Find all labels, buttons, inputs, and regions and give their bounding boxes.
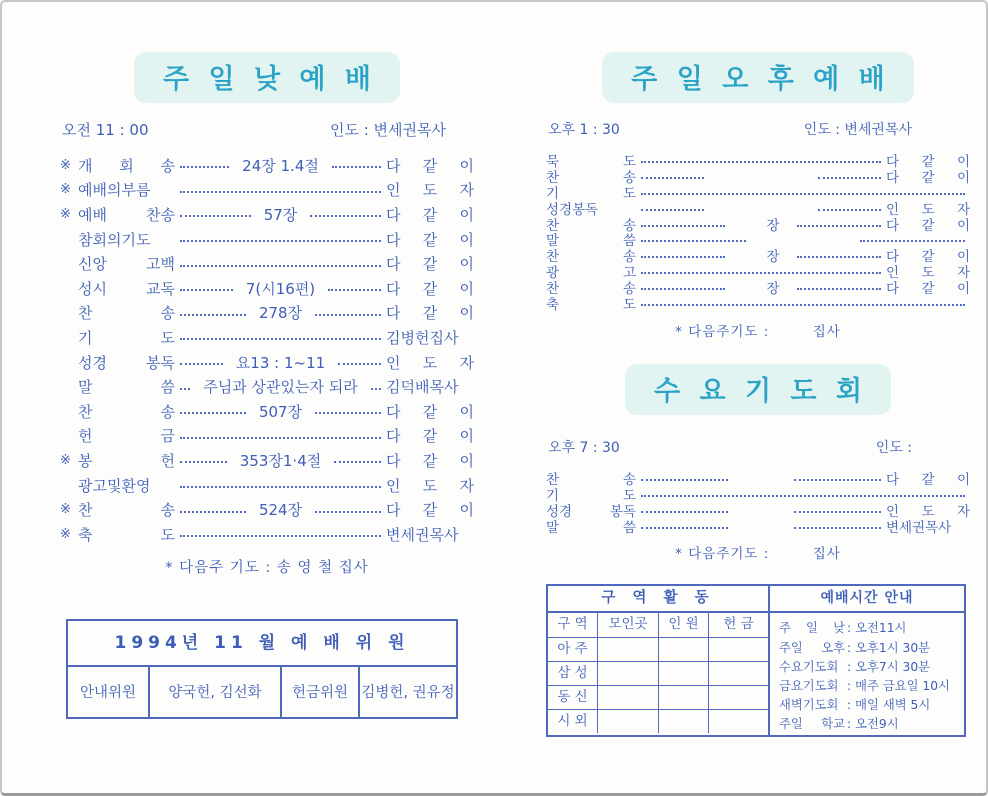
service-times-panel	[770, 586, 964, 734]
group-row-label: 동 신	[548, 686, 598, 710]
dotted-leader	[860, 240, 965, 242]
dotted-leader	[334, 461, 381, 463]
dotted-leader	[641, 256, 725, 258]
group-empty-cell	[709, 662, 768, 686]
group-empty-cell	[659, 662, 709, 686]
wednesday-time: 오후 7 : 30	[548, 439, 620, 456]
service-item-detail: 507장	[258, 402, 303, 421]
wednesday-next-week-prayer: * 다음주기도 : 집사	[675, 546, 841, 563]
service-item-label: 축 도	[546, 296, 636, 313]
service-item-label: 말 씀	[546, 519, 636, 536]
wednesday-order-list	[546, 470, 970, 534]
service-item-label: 찬 송	[546, 249, 636, 266]
afternoon-next-week-prayer: * 다음주기도 : 집사	[675, 323, 841, 340]
service-item-assignee: 김덕배목사	[386, 378, 459, 397]
service-item-assignee: 다 같 이	[386, 402, 474, 421]
required-stand-mark: ※	[60, 206, 71, 222]
schedule-service-time: 오전11시	[855, 621, 907, 636]
dotted-leader	[641, 495, 965, 497]
afternoon-title-wrap	[546, 52, 970, 103]
service-item-label: 예배 찬송	[78, 205, 175, 224]
service-order-row	[60, 202, 474, 227]
offering-role-cell: 헌금위원	[280, 667, 358, 717]
schedule-service-name: 금요기도회	[779, 679, 839, 694]
afternoon-time: 오후 1 : 30	[548, 122, 620, 138]
wednesday-meeting-title: 수 요 기 도 회	[625, 364, 891, 415]
schedule-colon: :	[847, 717, 852, 732]
service-item-label: 묵 도	[546, 153, 636, 170]
afternoon-order-list	[546, 152, 970, 311]
morning-title-wrap	[60, 52, 474, 103]
service-item-label: 기 도	[546, 487, 636, 504]
usher-role-cell: 안내위원	[79, 685, 137, 701]
morning-time: 오전 11 : 00	[62, 121, 149, 139]
service-item-detail: 주님과 상관있는자 되라	[203, 378, 358, 397]
service-item-assignee: 변세권목사	[386, 525, 459, 544]
committee-table	[66, 619, 458, 719]
dotted-leader	[315, 412, 381, 414]
right-page-column	[546, 52, 970, 737]
group-row-label: 시 외	[548, 710, 598, 733]
group-col-header: 구 역	[548, 613, 598, 637]
service-item-detail: 장	[766, 249, 780, 266]
dotted-leader	[641, 209, 704, 211]
dotted-leader	[180, 461, 227, 463]
dotted-leader	[641, 479, 728, 481]
service-times-title: 예배시간 안내	[770, 586, 964, 613]
group-row-label: 삼 성	[548, 662, 598, 686]
schedule-line	[779, 696, 960, 715]
dotted-leader	[371, 388, 381, 390]
service-item-detail: 7(시16편)	[245, 279, 316, 298]
dotted-leader	[641, 161, 881, 163]
schedule-colon: :	[847, 621, 852, 636]
schedule-service-time: 매주 금요일 10시	[855, 679, 950, 694]
service-item-label: 찬 송	[78, 304, 175, 323]
service-item-label: 광고및환영	[78, 476, 151, 495]
group-empty-cell	[598, 686, 659, 710]
service-item-detail	[733, 502, 789, 518]
service-item-label: 찬 송	[546, 217, 636, 234]
schedule-colon: :	[847, 659, 852, 674]
group-empty-cell	[598, 638, 659, 662]
service-item-label: 말 씀	[78, 378, 175, 397]
service-item-assignee: 다 같 이	[886, 169, 970, 186]
dotted-leader	[818, 177, 881, 179]
schedule-service-time: 오후1시 30분	[855, 640, 931, 655]
schedule-colon: :	[847, 679, 852, 694]
service-item-label: 참회의기도	[78, 230, 151, 249]
dotted-leader	[180, 363, 223, 365]
service-item-assignee: 다 같 이	[386, 205, 475, 224]
dotted-leader	[797, 225, 881, 227]
service-order-row	[60, 350, 474, 375]
service-item-detail	[709, 168, 813, 184]
service-item-detail: 24장 1.4절	[242, 156, 319, 175]
afternoon-leader: 인도 : 변세권목사	[803, 122, 912, 138]
schedule-service-name: 주일 학교	[779, 717, 845, 732]
afternoon-service-title: 주 일 오 후 예 배	[602, 52, 914, 103]
schedule-service-time: 오전9시	[855, 717, 899, 732]
dotted-leader	[180, 511, 246, 513]
service-order-row	[546, 295, 970, 311]
dotted-leader	[641, 177, 704, 179]
dotted-leader	[794, 479, 881, 481]
schedule-line	[779, 658, 960, 677]
service-order-row	[60, 374, 474, 399]
service-item-label: 찬 송	[78, 501, 175, 520]
dotted-leader	[338, 363, 381, 365]
required-stand-mark: ※	[60, 526, 71, 542]
service-order-row	[60, 276, 474, 301]
wednesday-title-wrap	[546, 364, 970, 415]
morning-service-title: 주 일 낮 예 배	[134, 52, 400, 103]
schedule-service-name: 주 일 낮	[779, 621, 845, 636]
dotted-leader	[310, 215, 381, 217]
service-item-label: 찬 송	[546, 169, 636, 186]
service-order-row	[60, 522, 474, 547]
dotted-leader	[328, 289, 381, 291]
service-item-label: 찬 송	[546, 471, 636, 488]
service-order-row	[546, 518, 970, 534]
dotted-leader	[180, 437, 381, 439]
service-item-assignee: 다 같 이	[886, 217, 971, 234]
service-item-detail: 장	[766, 217, 780, 234]
dotted-leader	[180, 166, 229, 168]
service-item-detail: 524장	[258, 501, 303, 520]
service-item-assignee: 다 같 이	[386, 255, 474, 274]
dotted-leader	[818, 209, 881, 211]
group-empty-cell	[659, 686, 709, 710]
service-item-label: 찬 송	[546, 281, 636, 298]
service-order-row	[60, 301, 474, 326]
service-order-row	[60, 399, 474, 424]
service-item-label: 성경 봉독	[546, 503, 636, 520]
service-item-label: 기 도	[78, 328, 175, 347]
service-item-label: 말 씀	[546, 233, 636, 250]
dotted-leader	[180, 486, 381, 488]
service-item-label: 봉 헌	[78, 451, 175, 470]
service-item-detail: 353장1·4절	[239, 451, 322, 470]
dotted-leader	[641, 511, 728, 513]
service-order-row	[60, 424, 474, 449]
required-stand-mark: ※	[60, 157, 71, 173]
group-activity-title: 구 역 활 동	[548, 586, 768, 613]
dotted-leader	[180, 265, 381, 267]
service-order-row	[60, 497, 474, 522]
committee-row	[68, 667, 456, 717]
service-item-label: 성시 교독	[78, 279, 175, 298]
morning-order-list	[60, 153, 474, 547]
schedule-colon: :	[847, 640, 852, 655]
service-item-label: 헌 금	[78, 427, 175, 446]
group-activity-grid	[548, 613, 768, 733]
dotted-leader	[641, 272, 881, 274]
service-item-assignee: 김병헌집사	[386, 328, 459, 347]
service-item-label: 축 도	[78, 525, 175, 544]
service-item-label: 예배의부름	[78, 181, 151, 200]
schedule-service-time: 매일 새벽 5시	[855, 698, 931, 713]
group-empty-cell	[709, 686, 768, 710]
service-item-label: 개 회 송	[78, 156, 175, 175]
dotted-leader	[315, 314, 381, 316]
dotted-leader	[641, 240, 746, 242]
service-item-assignee: 다 같 이	[886, 153, 970, 170]
dotted-leader	[794, 511, 881, 513]
dotted-leader	[180, 215, 251, 217]
service-item-label: 성경봉독	[546, 201, 599, 218]
service-order-row	[60, 227, 474, 252]
dotted-leader	[180, 388, 190, 390]
dotted-leader	[180, 535, 381, 537]
group-col-header: 모인곳	[598, 613, 659, 637]
service-item-assignee: 인 도 자	[386, 181, 474, 200]
schedule-service-name: 수요기도회	[779, 659, 839, 674]
committee-title: 1994년 11 월 예 배 위 원	[68, 621, 456, 667]
service-item-label: 광 고	[546, 265, 636, 282]
service-order-row	[60, 473, 474, 498]
schedule-line	[779, 677, 960, 696]
required-stand-mark: ※	[60, 502, 71, 518]
dotted-leader	[641, 527, 728, 529]
service-item-assignee: 인 도 자	[886, 265, 970, 282]
schedule-line	[779, 639, 960, 658]
dotted-leader	[315, 511, 381, 513]
service-item-assignee: 인 도 자	[886, 503, 970, 520]
dotted-leader	[180, 338, 381, 340]
dotted-leader	[332, 166, 381, 168]
service-item-assignee: 다 같 이	[386, 427, 474, 446]
dotted-leader	[794, 527, 881, 529]
service-order-row	[60, 251, 474, 276]
wednesday-meta-row	[546, 437, 970, 457]
required-stand-mark: ※	[60, 182, 71, 198]
service-item-assignee: 인 도 자	[386, 476, 474, 495]
afternoon-meta-row	[546, 119, 970, 139]
group-empty-cell	[598, 662, 659, 686]
dotted-leader	[180, 314, 246, 316]
dotted-leader	[180, 240, 381, 242]
dotted-leader	[641, 225, 725, 227]
schedule-service-time: 오후7시 30분	[855, 659, 931, 674]
service-item-assignee: 다 같 이	[386, 304, 474, 323]
service-item-detail: 장	[766, 281, 780, 298]
dotted-leader	[641, 288, 725, 290]
dotted-leader	[797, 288, 881, 290]
service-order-row	[60, 153, 474, 178]
left-page-column	[60, 52, 474, 719]
schedule-service-name: 새벽기도회	[779, 698, 839, 713]
service-item-assignee: 변세권목사	[886, 519, 952, 536]
dotted-leader	[180, 191, 381, 193]
group-empty-cell	[659, 638, 709, 662]
morning-meta-row	[60, 119, 474, 140]
service-item-assignee: 다 같 이	[386, 451, 474, 470]
service-item-detail: 57장	[263, 205, 298, 224]
service-item-assignee: 인 도 자	[386, 353, 474, 372]
service-item-label: 기 도	[546, 185, 636, 202]
service-item-label: 신앙 고백	[78, 255, 175, 274]
group-empty-cell	[598, 710, 659, 733]
service-item-detail: 278장	[258, 304, 303, 323]
dotted-leader	[641, 304, 965, 306]
morning-leader: 인도 : 변세권목사	[329, 121, 446, 139]
service-order-row	[60, 325, 474, 350]
wednesday-leader: 인도 :	[875, 439, 912, 456]
schedule-service-name: 주일 오후	[779, 640, 845, 655]
usher-names-cell: 양국헌, 김선화	[148, 667, 280, 717]
service-order-row	[60, 448, 474, 473]
service-item-label: 성경 봉독	[78, 353, 175, 372]
dotted-leader	[180, 289, 233, 291]
group-col-header: 헌 금	[709, 613, 768, 637]
schedule-line	[779, 715, 960, 734]
dotted-leader	[641, 193, 965, 195]
offering-names-cell: 김병헌, 권유정	[358, 667, 456, 717]
dotted-leader	[797, 256, 881, 258]
service-times-list	[770, 613, 964, 734]
service-item-detail	[733, 470, 789, 486]
service-item-assignee: 다 같 이	[886, 471, 970, 488]
schedule-colon: :	[847, 698, 852, 713]
service-item-label: 찬 송	[78, 402, 175, 421]
group-empty-cell	[709, 710, 768, 733]
service-item-assignee: 다 같 이	[386, 156, 475, 175]
morning-next-week-prayer: * 다음주 기도 : 송 영 철 집사	[165, 559, 369, 576]
service-item-assignee: 다 같 이	[386, 230, 474, 249]
dotted-leader	[180, 412, 246, 414]
service-item-assignee: 인 도 자	[886, 201, 970, 218]
service-item-assignee: 다 같 이	[386, 279, 475, 298]
service-item-assignee: 다 같 이	[886, 281, 971, 298]
service-order-row	[60, 178, 474, 203]
service-item-detail: 요13 : 1~11	[235, 353, 326, 372]
required-stand-mark: ※	[60, 452, 71, 468]
group-empty-cell	[659, 710, 709, 733]
group-empty-cell	[709, 638, 768, 662]
group-activity-panel	[548, 586, 770, 734]
service-item-detail	[733, 518, 789, 534]
service-item-assignee: 다 같 이	[386, 501, 474, 520]
schedule-line	[779, 619, 960, 638]
service-item-assignee: 다 같 이	[886, 249, 971, 266]
group-row-label: 아 주	[548, 638, 598, 662]
group-col-header: 인 원	[659, 613, 709, 637]
bottom-right-table	[546, 584, 966, 736]
